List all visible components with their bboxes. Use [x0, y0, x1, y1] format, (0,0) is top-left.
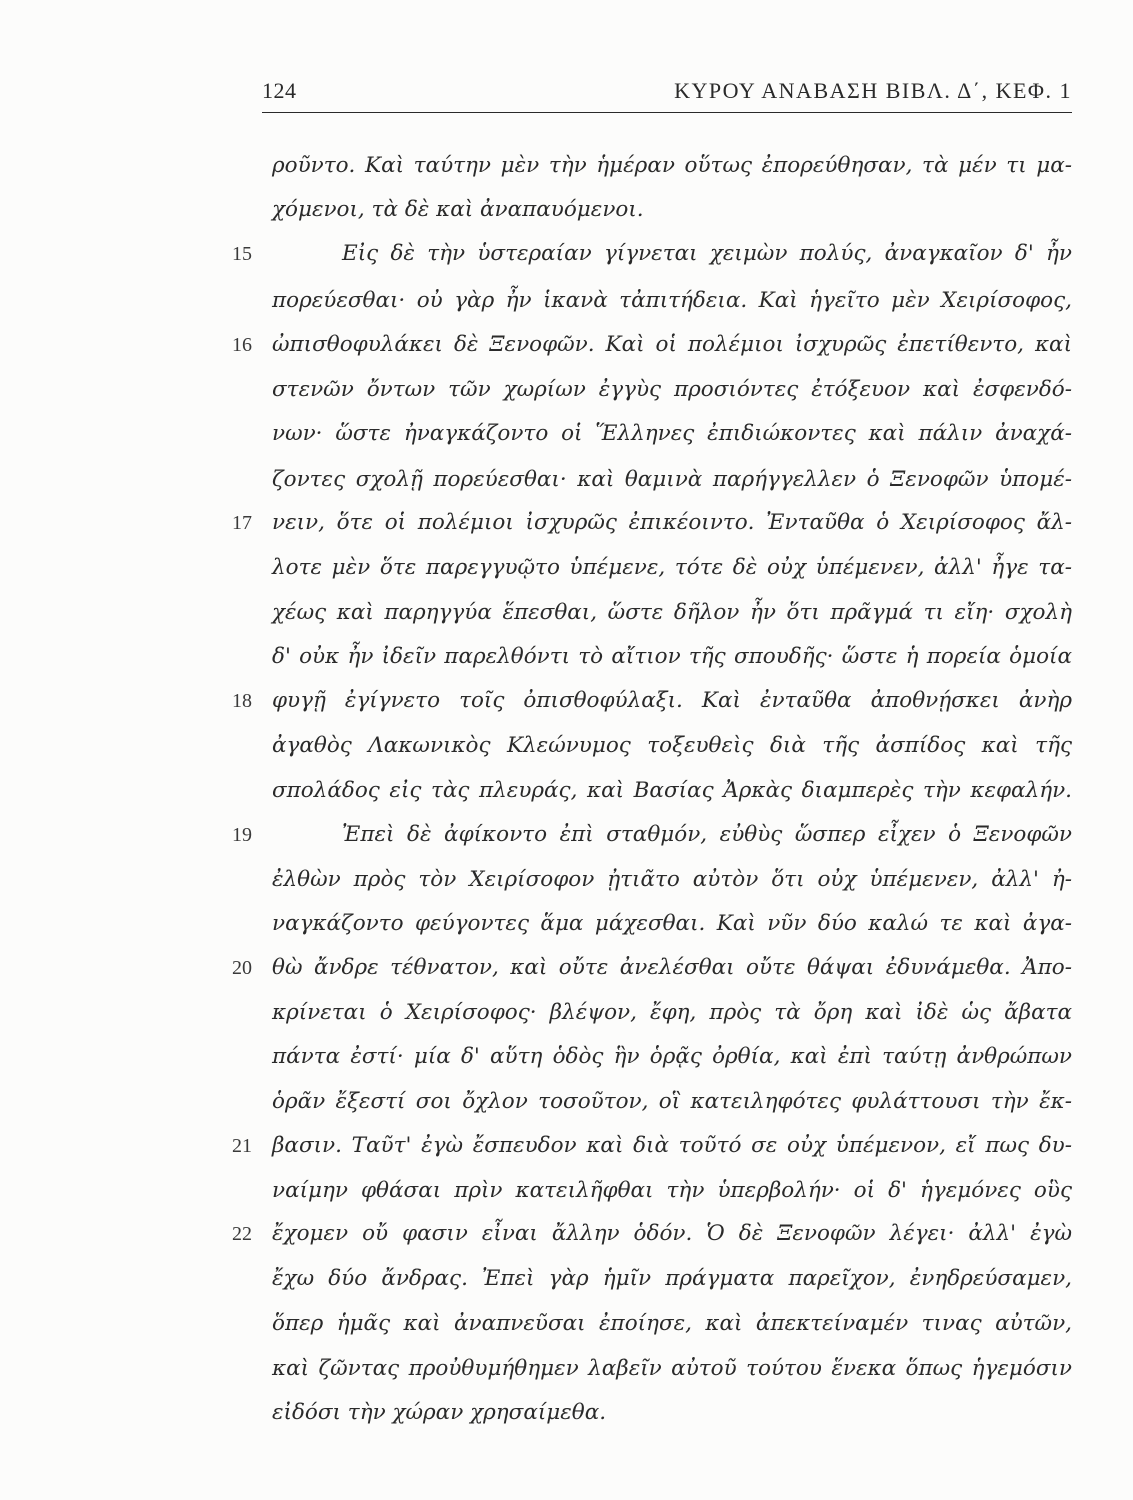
text-line: καὶ ζῶντας προὐθυμήθημεν λαβεῖν αὐτοῦ τούτου ἕνεκα ὅπως ἡγεμόσιν	[272, 1356, 1072, 1381]
text-line: βασιν. Ταῦτ' ἐγὼ ἔσπευδον καὶ διὰ τοῦτό σε οὐχ ὑπέμενον, εἴ πως δυ-	[272, 1133, 1072, 1158]
text-line: κρίνεται ὁ Χειρίσοφος· βλέψον, ἔφη, πρὸς τὰ ὄρη καὶ ἰδὲ ὡς ἄβατα	[272, 1000, 1072, 1025]
text-line: Ἐπεὶ δὲ ἀφίκοντο ἐπὶ σταθμόν, εὐθὺς ὥσπερ εἶχεν ὁ Ξενοφῶν	[342, 822, 1072, 847]
text-line: ροῦντο. Καὶ ταύτην μὲν τὴν ἡμέραν οὕτως ἐπορεύθησαν, τὰ μέν τι μα-	[272, 153, 1072, 178]
section-number: 21	[232, 1135, 252, 1157]
text-line: νων· ὥστε ἠναγκάζοντο οἱ Ἕλληνες ἐπιδιώκοντες καὶ πάλιν ἀναχά-	[272, 421, 1072, 446]
text-line: ἔχω δύο ἄνδρας. Ἐπεὶ γὰρ ἡμῖν πράγματα παρεῖχον, ἐνηδρεύσαμεν,	[272, 1266, 1072, 1291]
text-line: ὅπερ ἡμᾶς καὶ ἀναπνεῦσαι ἐποίησε, καὶ ἀπεκτείναμέν τινας αὐτῶν,	[272, 1311, 1072, 1336]
section-number: 19	[232, 824, 252, 846]
running-head-title: ΚΥΡΟΥ ΑΝΑΒΑΣΗ ΒΙΒΛ. Δ΄, ΚΕΦ. 1	[674, 78, 1072, 103]
section-number: 17	[232, 512, 252, 534]
text-line: εἰδόσι τὴν χώραν χρησαίμεθα.	[272, 1400, 607, 1425]
text-line: ἔχομεν οὔ φασιν εἶναι ἄλλην ὁδόν. Ὁ δὲ Ξενοφῶν λέγει· ἀλλ' ἐγὼ	[272, 1221, 1072, 1246]
text-line: ὠπισθοφυλάκει δὲ Ξενοφῶν. Καὶ οἱ πολέμιοι ἰσχυρῶς ἐπετίθεντο, καὶ	[272, 332, 1072, 357]
section-number: 20	[232, 957, 252, 979]
text-line: χέως καὶ παρηγγύα ἕπεσθαι, ὥστε δῆλον ἦν ὅτι πρᾶγμά τι εἴη· σχολὴ	[272, 600, 1072, 625]
text-line: θὼ ἄνδρε τέθνατον, καὶ οὔτε ἀνελέσθαι οὔτε θάψαι ἐδυνάμεθα. Ἀπο-	[272, 955, 1072, 980]
text-line: σπολάδος εἰς τὰς πλευράς, καὶ Βασίας Ἀρκὰς διαμπερὲς τὴν κεφαλήν.	[272, 778, 1072, 803]
section-number: 18	[232, 690, 252, 712]
text-line: φυγῇ ἐγίγνετο τοῖς ὀπισθοφύλαξι. Καὶ ἐνταῦθα ἀποθνῄσκει ἀνὴρ	[272, 688, 1072, 713]
text-line: λοτε μὲν ὅτε παρεγγυῷτο ὑπέμενε, τότε δὲ οὐχ ὑπέμενεν, ἀλλ' ἦγε τα-	[272, 555, 1072, 580]
section-number: 22	[232, 1223, 252, 1245]
text-line: ἀγαθὸς Λακωνικὸς Κλεώνυμος τοξευθεὶς διὰ τῆς ἀσπίδος καὶ τῆς	[272, 733, 1072, 758]
text-line: πορεύεσθαι· οὐ γὰρ ἦν ἱκανὰ τἀπιτήδεια. Καὶ ἡγεῖτο μὲν Χειρίσοφος,	[272, 288, 1072, 313]
text-line: στενῶν ὄντων τῶν χωρίων ἐγγὺς προσιόντες ἐτόξευον καὶ ἐσφενδό-	[272, 377, 1072, 402]
page-number: 124	[262, 78, 297, 103]
section-number: 16	[232, 334, 252, 356]
text-line: ὁρᾶν ἔξεστί σοι ὄχλον τοσοῦτον, οἳ κατειληφότες φυλάττουσι τὴν ἔκ-	[272, 1089, 1072, 1114]
text-line: νειν, ὅτε οἱ πολέμιοι ἰσχυρῶς ἐπικέοιντο. Ἐνταῦθα ὁ Χειρίσοφος ἄλ-	[272, 510, 1072, 535]
text-line: ναίμην φθάσαι πρὶν κατειλῆφθαι τὴν ὑπερβολήν· οἱ δ' ἡγεμόνες οὓς	[272, 1178, 1072, 1203]
text-line: ζοντες σχολῇ πορεύεσθαι· καὶ θαμινὰ παρήγγελλεν ὁ Ξενοφῶν ὑπομέ-	[272, 467, 1072, 492]
text-line: πάντα ἐστί· μία δ' αὕτη ὁδὸς ἣν ὁρᾷς ὀρθία, καὶ ἐπὶ ταύτῃ ἀνθρώπων	[272, 1044, 1072, 1069]
section-number: 15	[232, 243, 252, 265]
text-line: ναγκάζοντο φεύγοντες ἅμα μάχεσθαι. Καὶ νῦν δύο καλώ τε καὶ ἀγα-	[272, 911, 1072, 936]
text-line: δ' οὐκ ἦν ἰδεῖν παρελθόντι τὸ αἴτιον τῆς σπουδῆς· ὥστε ἡ πορεία ὁμοία	[272, 644, 1072, 669]
text-line: ἐλθὼν πρὸς τὸν Χειρίσοφον ᾐτιᾶτο αὐτὸν ὅτι οὐχ ὑπέμενεν, ἀλλ' ἠ-	[272, 867, 1072, 892]
text-line: χόμενοι, τὰ δὲ καὶ ἀναπαυόμενοι.	[272, 197, 644, 222]
text-line: Εἰς δὲ τὴν ὑστεραίαν γίγνεται χειμὼν πολύς, ἀναγκαῖον δ' ἦν	[342, 241, 1072, 266]
